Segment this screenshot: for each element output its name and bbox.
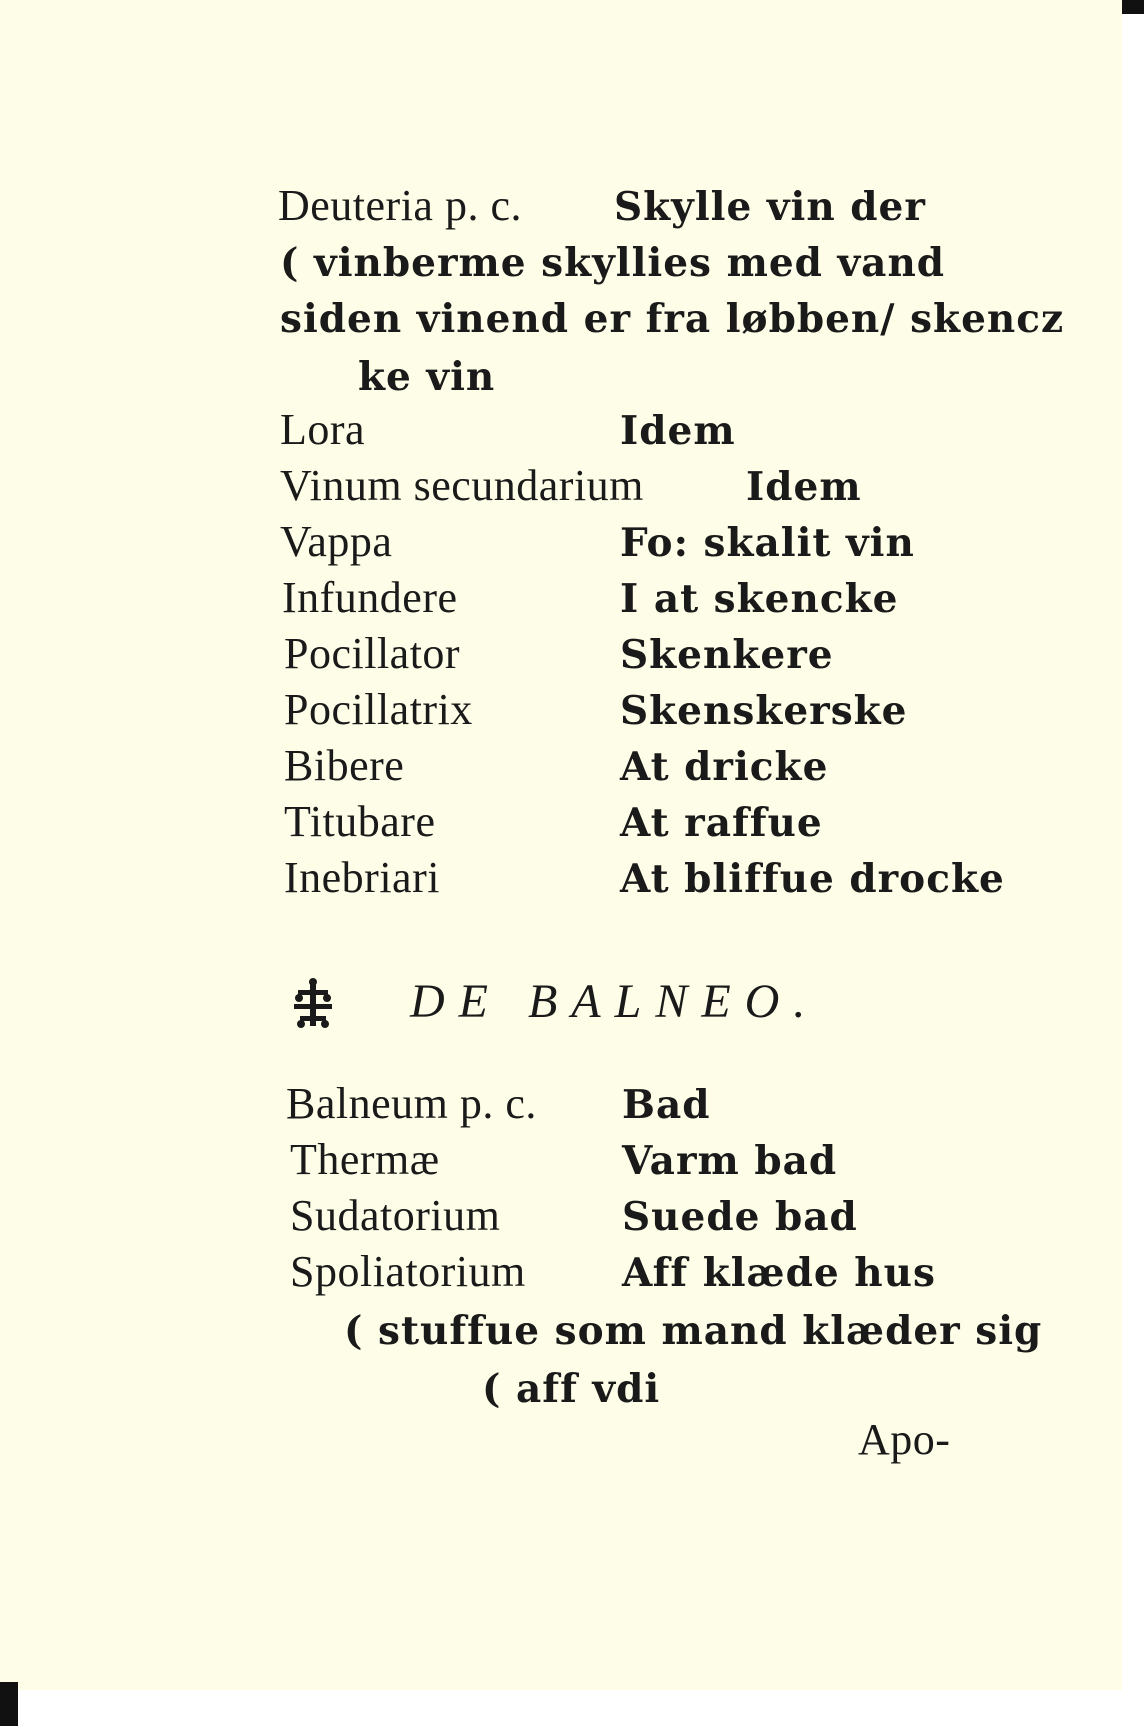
entry-latin-bibere: Bibere — [284, 741, 405, 790]
entry-latin-lora: Lora — [280, 405, 366, 454]
entry-latin-vappa: Vappa — [280, 517, 393, 566]
entry-latin-vinum: Vinum secundarium — [280, 461, 644, 510]
balneo-latin-sudatorium: Sudatorium — [290, 1191, 501, 1240]
balneo-latin-spoliatorium: Spoliatorium — [290, 1247, 526, 1296]
entry-danish-infundere: I at skencke — [620, 576, 899, 622]
entry-danish-pocillatrix: Skenskerske — [620, 688, 908, 734]
continuation-line-2: siden vinend er fra løbben/ skencz — [280, 296, 1065, 342]
scan-marker-top — [1122, 0, 1144, 14]
entry-latin-titubare: Titubare — [284, 797, 436, 846]
entry-latin-pocillatrix: Pocillatrix — [284, 685, 473, 734]
entry-danish-vappa: Fo: skalit vin — [620, 520, 915, 566]
balneo-danish-sudatorium: Suede bad — [622, 1194, 858, 1240]
entry-danish-pocillator: Skenkere — [620, 632, 834, 678]
balneo-latin-balneum: Balneum p. c. — [286, 1079, 537, 1128]
catchword: Apo- — [858, 1415, 951, 1464]
balneo-latin-thermae: Thermæ — [290, 1135, 440, 1184]
entry-danish-lora: Idem — [620, 408, 736, 454]
scan-edge-right — [1122, 0, 1144, 1726]
entry-latin-pocillator: Pocillator — [284, 629, 461, 678]
entry-latin-inebriari: Inebriari — [284, 853, 440, 902]
entry-latin-infundere: Infundere — [282, 573, 458, 622]
continuation-line-1: ( vinberme skyllies med vand — [280, 240, 946, 286]
entry-danish-inebriari: At bliffue drocke — [620, 856, 1005, 902]
continuation-line-3: ke vin — [358, 354, 496, 400]
section-heading: DE BALNEO. — [410, 975, 820, 1028]
entry-danish-titubare: At raffue — [620, 800, 823, 846]
balneo-danish-balneum: Bad — [622, 1082, 711, 1128]
entry-danish-deuteria: Skylle vin der — [614, 184, 926, 230]
entry-danish-vinum: Idem — [746, 464, 862, 510]
scan-marker-bottom — [0, 1682, 18, 1726]
scan-edge-bottom — [0, 1690, 1144, 1726]
balneo-continuation-line-2: ( aff vdi — [482, 1366, 661, 1412]
entry-latin-deuteria: Deuteria p. c. — [278, 181, 522, 230]
balneo-danish-spoliatorium: Aff klæde hus — [622, 1250, 936, 1296]
fleuron-ornament-icon — [290, 978, 336, 1030]
balneo-danish-thermae: Varm bad — [622, 1138, 838, 1184]
balneo-continuation-line-1: ( stuffue som mand klæder sig — [344, 1308, 1043, 1354]
entry-danish-bibere: At dricke — [620, 744, 829, 790]
